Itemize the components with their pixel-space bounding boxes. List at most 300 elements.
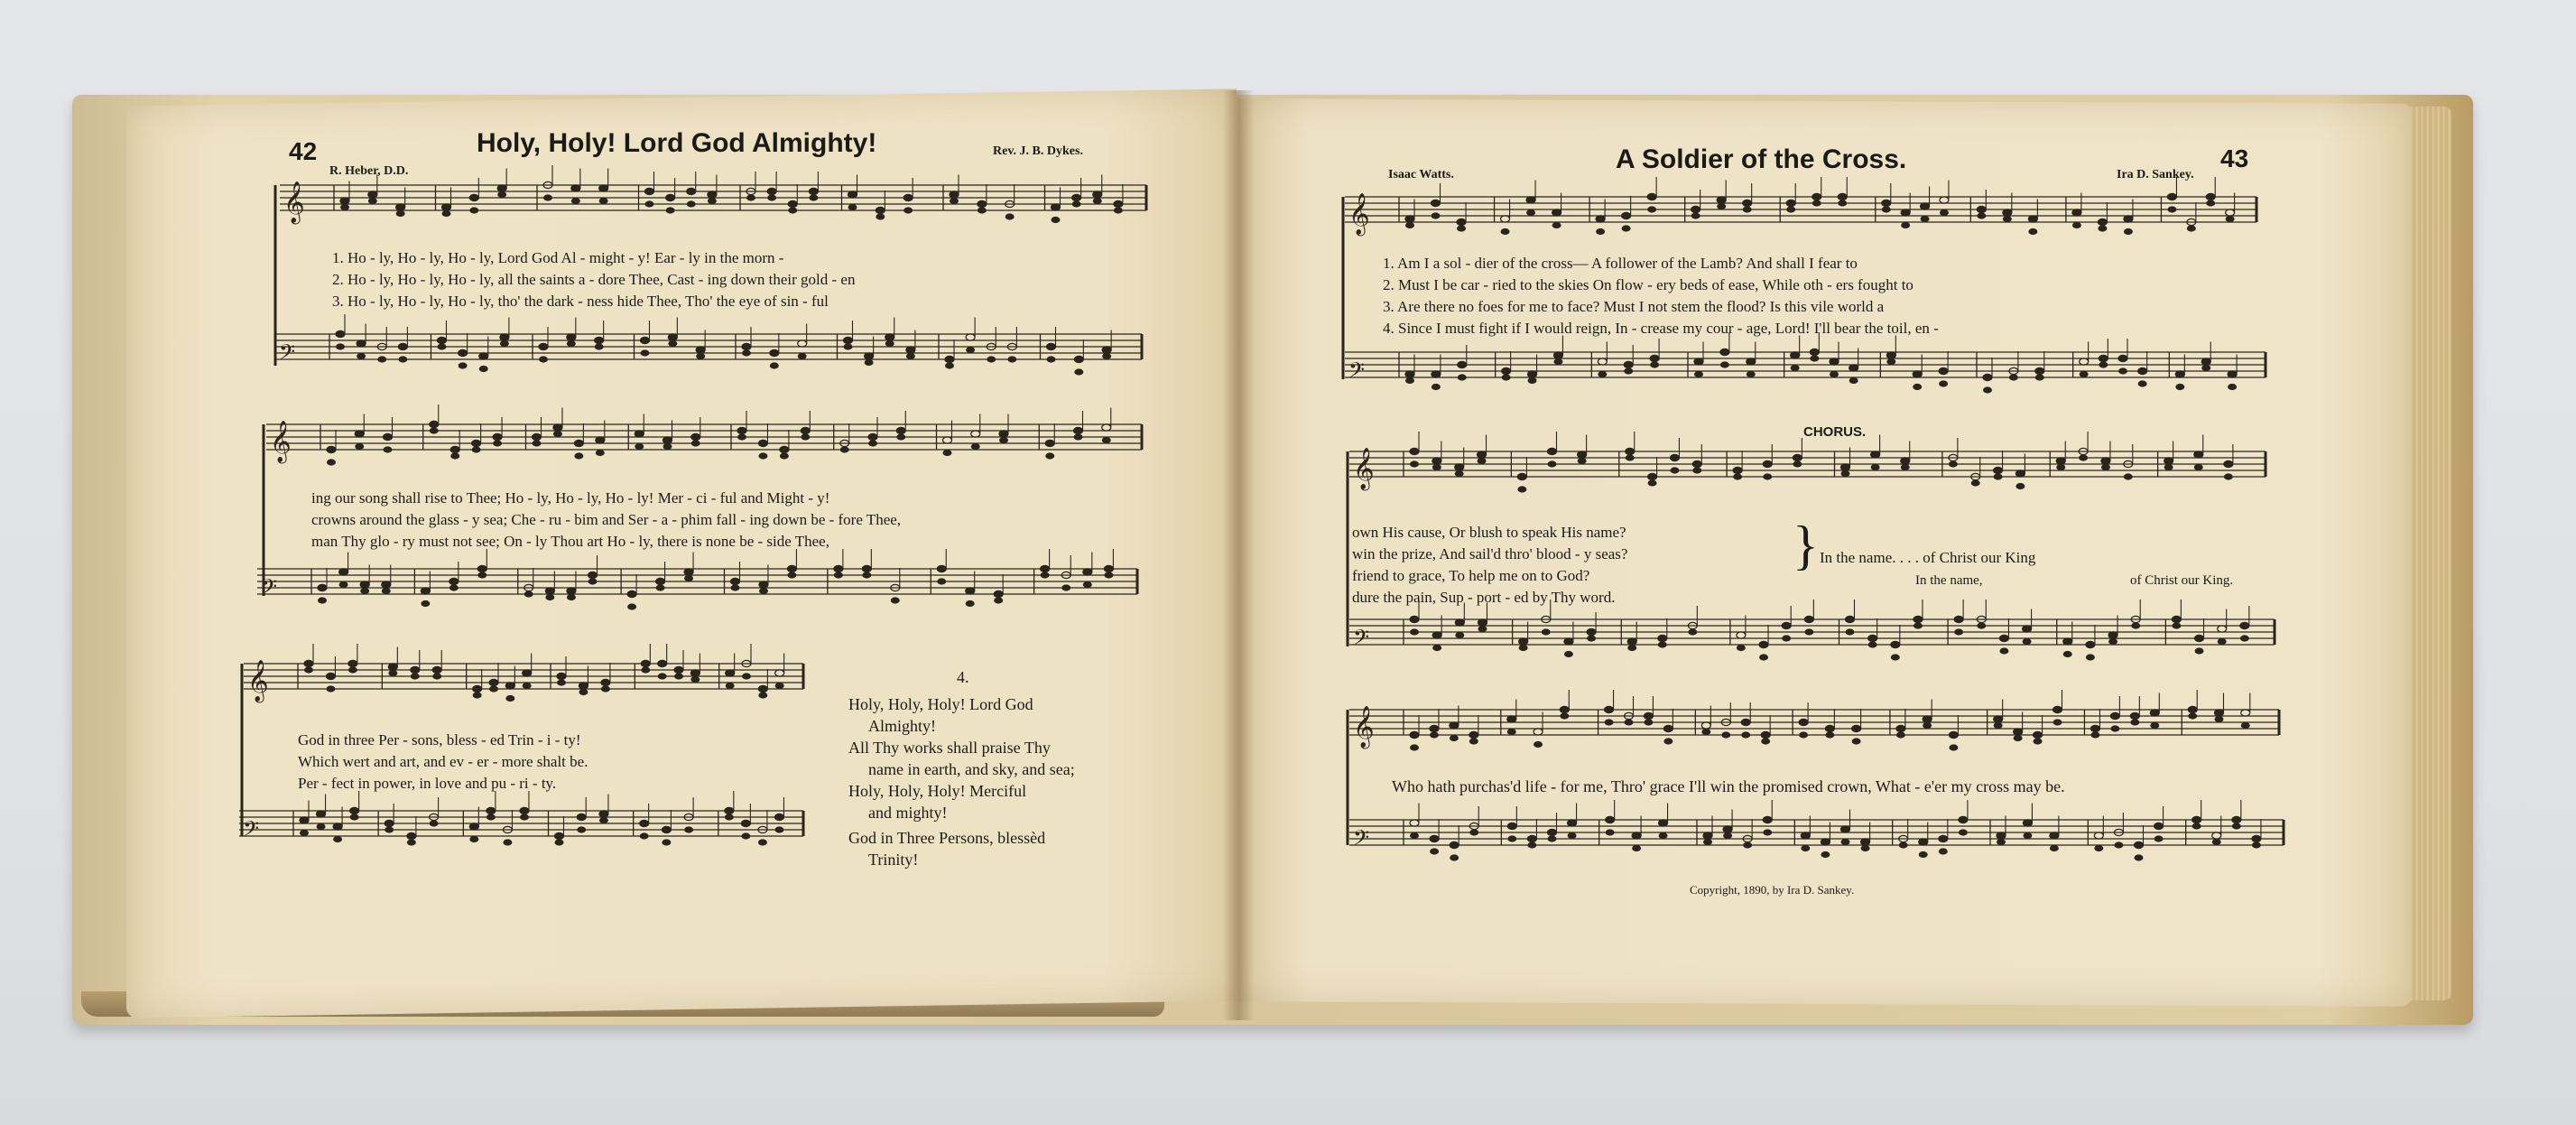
- note-head: [1747, 358, 1756, 365]
- note-head: [2135, 854, 2144, 860]
- note-head: [1458, 374, 1467, 380]
- note-head: [2080, 371, 2089, 377]
- note-head: [834, 565, 843, 572]
- note-head: [2015, 483, 2025, 489]
- treble-clef-icon: 𝄞: [283, 181, 305, 223]
- note-head: [2034, 731, 2043, 738]
- note-head: [1104, 565, 1113, 572]
- note-head: [1977, 212, 1986, 218]
- note-head: [966, 588, 975, 594]
- note-head: [1743, 841, 1752, 848]
- note-head: [896, 433, 905, 440]
- note-head: [1650, 361, 1659, 367]
- note-head: [348, 660, 357, 666]
- note-head: [1997, 839, 2006, 845]
- note-head: [469, 194, 478, 200]
- right-s1-verse1: 1. Am I a sol - dier of the cross— A follower of the Lamb? And shall I fear to: [1383, 255, 1858, 272]
- note-head: [1598, 371, 1607, 377]
- note-head: [1548, 835, 1557, 841]
- note-head: [1432, 464, 1441, 470]
- note-head: [493, 433, 502, 440]
- note-head: [662, 839, 671, 845]
- note-head: [1605, 706, 1614, 712]
- note-head: [1553, 358, 1562, 365]
- note-head: [774, 826, 783, 832]
- left-s3-verse3: Per - fect in power, in love and pu - ri - ty.: [298, 775, 557, 792]
- note-head: [1560, 712, 1569, 719]
- note-head: [571, 198, 580, 204]
- note-head: [1596, 228, 1605, 235]
- note-head: [1971, 479, 1980, 486]
- note-head: [1846, 616, 1855, 622]
- note-head: [1830, 371, 1839, 377]
- note-head: [1825, 725, 1834, 731]
- note-head: [398, 356, 407, 362]
- note-head: [2206, 200, 2215, 206]
- note-head: [2050, 832, 2059, 839]
- note-head: [2130, 712, 2139, 719]
- note-head: [1747, 371, 1756, 377]
- note-head: [2053, 706, 2062, 712]
- note-head: [1072, 194, 1081, 200]
- note-head: [1450, 854, 1459, 860]
- note-head: [1526, 209, 1535, 216]
- note-head: [2224, 473, 2233, 479]
- note-head: [1114, 200, 1123, 207]
- note-head: [357, 353, 366, 359]
- note-head: [398, 343, 407, 349]
- staff: [1349, 800, 2284, 861]
- note-head: [662, 826, 671, 832]
- note-head: [1528, 371, 1537, 377]
- note-head: [668, 340, 677, 347]
- note-head: [2172, 616, 2181, 622]
- note-head: [2154, 823, 2164, 829]
- note-head: [640, 820, 649, 826]
- note-head: [1896, 725, 1905, 731]
- note-head: [1723, 826, 1732, 832]
- note-head: [318, 597, 327, 603]
- note-head: [1093, 191, 1102, 198]
- note-head: [2023, 626, 2032, 632]
- note-head: [1650, 355, 1659, 361]
- note-head: [430, 427, 439, 433]
- left-hymn-title: Holy, Holy! Lord God Almighty!: [477, 128, 877, 158]
- note-head: [357, 340, 366, 347]
- note-head: [333, 823, 342, 830]
- note-head: [1478, 626, 1487, 632]
- note-head: [1507, 823, 1516, 829]
- note-head: [999, 437, 1008, 443]
- note-head: [2063, 651, 2072, 657]
- note-head: [1114, 207, 1123, 213]
- note-head: [868, 433, 877, 440]
- note-head: [1624, 361, 1633, 367]
- note-head: [1647, 206, 1656, 212]
- note-head: [1432, 212, 1441, 218]
- verse-brace: }: [1793, 516, 1819, 575]
- note-head: [1737, 632, 1746, 638]
- note-head: [2028, 216, 2037, 222]
- note-head: [2192, 816, 2201, 823]
- note-head: [1405, 377, 1414, 384]
- note-head: [2226, 216, 2235, 222]
- note-head: [687, 200, 696, 207]
- note-head: [658, 660, 667, 666]
- note-head: [663, 443, 672, 450]
- note-head: [1701, 729, 1710, 735]
- note-head: [1891, 641, 1900, 647]
- note-head: [1405, 371, 1414, 377]
- note-head: [1432, 645, 1441, 651]
- note-head: [577, 826, 586, 832]
- note-head: [1502, 374, 1511, 380]
- note-head: [396, 204, 405, 210]
- note-head: [966, 347, 975, 353]
- note-head: [1104, 572, 1113, 578]
- note-head: [1977, 206, 1986, 212]
- note-head: [1896, 731, 1905, 738]
- right-s2-verse4: dure the pain, Sup - port - ed by Thy word.: [1352, 589, 1616, 606]
- chorus-label: CHORUS.: [1803, 424, 1867, 440]
- note-head: [1659, 832, 1668, 839]
- note-head: [449, 584, 459, 590]
- note-head: [1717, 197, 1726, 203]
- note-head: [937, 578, 946, 584]
- note-head: [1703, 839, 1712, 845]
- note-head: [1763, 473, 1772, 479]
- note-head: [360, 581, 369, 588]
- note-head: [798, 353, 807, 359]
- note-head: [1083, 581, 1092, 588]
- note-head: [339, 581, 348, 588]
- note-head: [2014, 735, 2023, 741]
- note-head: [1849, 365, 1858, 371]
- note-head: [641, 660, 650, 666]
- right-s2-verse2: win the prize, And sail'd thro' blood - y seas?: [1352, 545, 1628, 562]
- note-head: [2090, 725, 2099, 731]
- note-head: [555, 839, 564, 845]
- chorus-lyric-lower-b: of Christ our King.: [2130, 573, 2234, 588]
- note-head: [567, 588, 576, 594]
- note-head: [2135, 841, 2144, 848]
- note-head: [1526, 197, 1535, 203]
- treble-clef-icon: 𝄞: [1348, 193, 1370, 235]
- note-head: [539, 343, 548, 349]
- note-head: [1564, 651, 1573, 657]
- note-head: [1478, 451, 1487, 458]
- note-head: [1102, 437, 1111, 443]
- note-head: [876, 207, 885, 213]
- note-head: [1954, 616, 1963, 622]
- note-head: [1430, 725, 1439, 731]
- note-head: [1849, 377, 1858, 384]
- note-head: [656, 578, 665, 584]
- note-head: [1692, 467, 1701, 473]
- note-head: [834, 572, 843, 578]
- note-head: [442, 210, 451, 217]
- note-head: [2228, 384, 2237, 390]
- note-head: [2164, 458, 2173, 464]
- note-head: [469, 836, 478, 842]
- copyright-notice: Copyright, 1890, by Ira D. Sankey.: [1690, 883, 1855, 897]
- note-head: [1072, 200, 1081, 207]
- note-head: [2110, 712, 2119, 719]
- note-head: [1782, 635, 1791, 641]
- staff: [239, 791, 803, 846]
- note-head: [1940, 197, 1949, 203]
- note-head: [430, 820, 439, 826]
- note-head: [780, 446, 789, 452]
- note-head: [473, 692, 482, 698]
- note-head: [1007, 356, 1016, 362]
- note-head: [691, 433, 700, 440]
- treble-clef-icon: 𝄞: [270, 421, 292, 462]
- note-head: [599, 198, 608, 204]
- note-head: [355, 431, 364, 437]
- note-head: [635, 443, 644, 450]
- note-head: [1939, 835, 1948, 841]
- note-head: [333, 836, 342, 842]
- staff: [1349, 432, 2266, 493]
- note-head: [1983, 386, 1992, 393]
- note-head: [2094, 845, 2103, 851]
- note-head: [579, 683, 588, 689]
- note-head: [1721, 731, 1730, 738]
- note-head: [1410, 744, 1419, 750]
- note-head: [1410, 448, 1419, 454]
- note-head: [656, 584, 665, 590]
- note-head: [1624, 367, 1633, 374]
- note-head: [1410, 616, 1419, 622]
- note-head: [1507, 716, 1516, 722]
- note-head: [1517, 473, 1526, 479]
- note-head: [1074, 368, 1083, 375]
- note-head: [1763, 460, 1772, 467]
- note-head: [442, 204, 451, 210]
- note-head: [726, 683, 735, 689]
- right-lyricist: Isaac Watts.: [1388, 168, 1454, 181]
- note-head: [326, 673, 335, 679]
- note-head: [1871, 464, 1880, 470]
- note-head: [486, 814, 496, 820]
- note-head: [809, 188, 818, 194]
- left-composer: Rev. J. B. Dykes.: [993, 144, 1083, 158]
- note-head: [1469, 829, 1478, 835]
- note-head: [885, 334, 894, 340]
- note-head: [674, 673, 683, 679]
- note-head: [788, 200, 797, 207]
- note-head: [741, 820, 750, 826]
- note-head: [903, 207, 913, 213]
- note-head: [1074, 427, 1083, 433]
- note-head: [1954, 628, 1963, 635]
- note-head: [599, 811, 608, 817]
- note-head: [758, 692, 767, 698]
- note-head: [2015, 470, 2025, 477]
- note-head: [1430, 848, 1439, 854]
- note-head: [497, 185, 506, 191]
- note-head: [2201, 358, 2210, 365]
- note-head: [906, 347, 915, 353]
- note-head: [1812, 193, 1821, 200]
- note-head: [339, 569, 348, 575]
- verse-4-line-2: Almighty!: [868, 717, 936, 735]
- note-head: [1949, 731, 1958, 738]
- note-head: [355, 443, 364, 450]
- staff: [1349, 600, 2275, 661]
- note-head: [1940, 209, 1949, 216]
- note-head: [479, 366, 488, 372]
- note-head: [2228, 371, 2237, 377]
- note-head: [2224, 460, 2233, 467]
- note-head: [1047, 343, 1056, 349]
- note-head: [1632, 845, 1641, 851]
- note-head: [1625, 719, 1634, 725]
- note-head: [1939, 367, 1948, 374]
- verse-4-line-6: and mighty!: [868, 804, 948, 822]
- note-head: [2118, 367, 2127, 374]
- note-head: [396, 210, 405, 217]
- note-head: [1801, 845, 1810, 851]
- note-head: [1841, 470, 1850, 477]
- note-head: [1041, 572, 1050, 578]
- note-head: [2252, 841, 2261, 848]
- note-head: [774, 814, 783, 820]
- note-head: [577, 814, 586, 820]
- note-head: [489, 679, 498, 685]
- note-head: [579, 689, 588, 695]
- note-head: [1804, 628, 1813, 635]
- note-head: [567, 594, 576, 600]
- note-head: [557, 679, 566, 685]
- staff: [1349, 690, 2279, 751]
- note-head: [2056, 464, 2065, 470]
- note-head: [1825, 731, 1834, 738]
- note-head: [2241, 710, 2250, 716]
- treble-clef-icon: 𝄞: [1353, 448, 1375, 489]
- note-head: [588, 572, 598, 578]
- note-head: [382, 588, 391, 594]
- note-head: [1919, 839, 1928, 845]
- note-head: [950, 198, 959, 204]
- note-head: [696, 353, 705, 359]
- note-head: [1501, 228, 1510, 235]
- note-head: [1410, 460, 1419, 467]
- note-head: [1793, 460, 1802, 467]
- note-head: [1455, 619, 1464, 626]
- note-head: [640, 832, 649, 839]
- note-head: [571, 185, 580, 191]
- note-head: [449, 578, 459, 584]
- note-head: [438, 337, 447, 343]
- note-head: [1450, 841, 1459, 848]
- bass-clef-icon: 𝄢: [243, 816, 260, 846]
- note-head: [1517, 486, 1526, 492]
- note-head: [1102, 347, 1111, 353]
- note-head: [1791, 365, 1800, 371]
- note-head: [533, 440, 542, 446]
- note-head: [2101, 464, 2110, 470]
- note-head: [1045, 452, 1054, 459]
- note-head: [666, 207, 675, 213]
- note-head: [1743, 206, 1752, 212]
- note-head: [2194, 464, 2203, 470]
- note-head: [1786, 206, 1795, 212]
- note-head: [2130, 719, 2139, 725]
- note-head: [317, 823, 326, 830]
- note-head: [1045, 440, 1054, 446]
- note-head: [725, 807, 734, 814]
- note-head: [2124, 216, 2133, 222]
- note-head: [432, 666, 441, 673]
- note-head: [1821, 839, 1830, 845]
- verse-4-line-5: Holy, Holy, Holy! Merciful: [848, 782, 1027, 800]
- note-head: [1083, 569, 1092, 575]
- note-head: [2232, 823, 2241, 829]
- note-head: [2154, 835, 2164, 841]
- note-head: [327, 459, 336, 465]
- note-head: [1701, 722, 1710, 729]
- note-head: [987, 356, 996, 362]
- note-head: [1074, 433, 1083, 440]
- note-head: [459, 362, 468, 368]
- note-head: [1891, 654, 1900, 660]
- note-head: [1598, 358, 1607, 365]
- note-head: [690, 676, 700, 683]
- note-head: [1761, 731, 1770, 738]
- note-head: [708, 198, 717, 204]
- note-head: [1720, 349, 1729, 355]
- note-head: [1450, 735, 1459, 741]
- note-head: [1868, 641, 1877, 647]
- note-head: [524, 590, 533, 597]
- note-head: [708, 191, 717, 198]
- note-head: [1741, 731, 1750, 738]
- note-head: [1622, 225, 1631, 231]
- note-head: [903, 194, 913, 200]
- note-head: [503, 839, 512, 845]
- note-head: [599, 817, 608, 823]
- note-head: [505, 695, 514, 702]
- note-head: [1841, 826, 1850, 832]
- verse-4-number: 4.: [957, 668, 969, 686]
- left-s2-verse1: ing our song shall rise to Thee; Ho - ly, Ho - ly, Ho - ly! Mer - ci - ful and Might - y!: [311, 489, 830, 507]
- note-head: [696, 347, 705, 353]
- note-head: [1939, 848, 1948, 854]
- note-head: [1102, 353, 1111, 359]
- note-head: [641, 349, 650, 356]
- note-head: [1648, 473, 1657, 479]
- note-head: [1644, 719, 1653, 725]
- note-head: [788, 207, 797, 213]
- bass-clef-icon: 𝄢: [279, 339, 296, 369]
- note-head: [1560, 706, 1569, 712]
- note-head: [1553, 352, 1562, 358]
- note-head: [450, 452, 459, 459]
- note-head: [2172, 622, 2181, 628]
- note-head: [2023, 638, 2032, 645]
- note-head: [1761, 738, 1770, 744]
- note-head: [595, 343, 604, 349]
- note-head: [317, 811, 326, 817]
- note-head: [1868, 635, 1877, 641]
- note-head: [767, 194, 776, 200]
- note-head: [945, 356, 954, 362]
- note-head: [421, 588, 430, 594]
- right-s2-verse3: friend to grace, To help me on to God?: [1352, 567, 1590, 584]
- right-s1-verse2: 2. Must I be car - ried to the skies On flow - ery beds of ease, While oth - ers fought to: [1383, 276, 1913, 293]
